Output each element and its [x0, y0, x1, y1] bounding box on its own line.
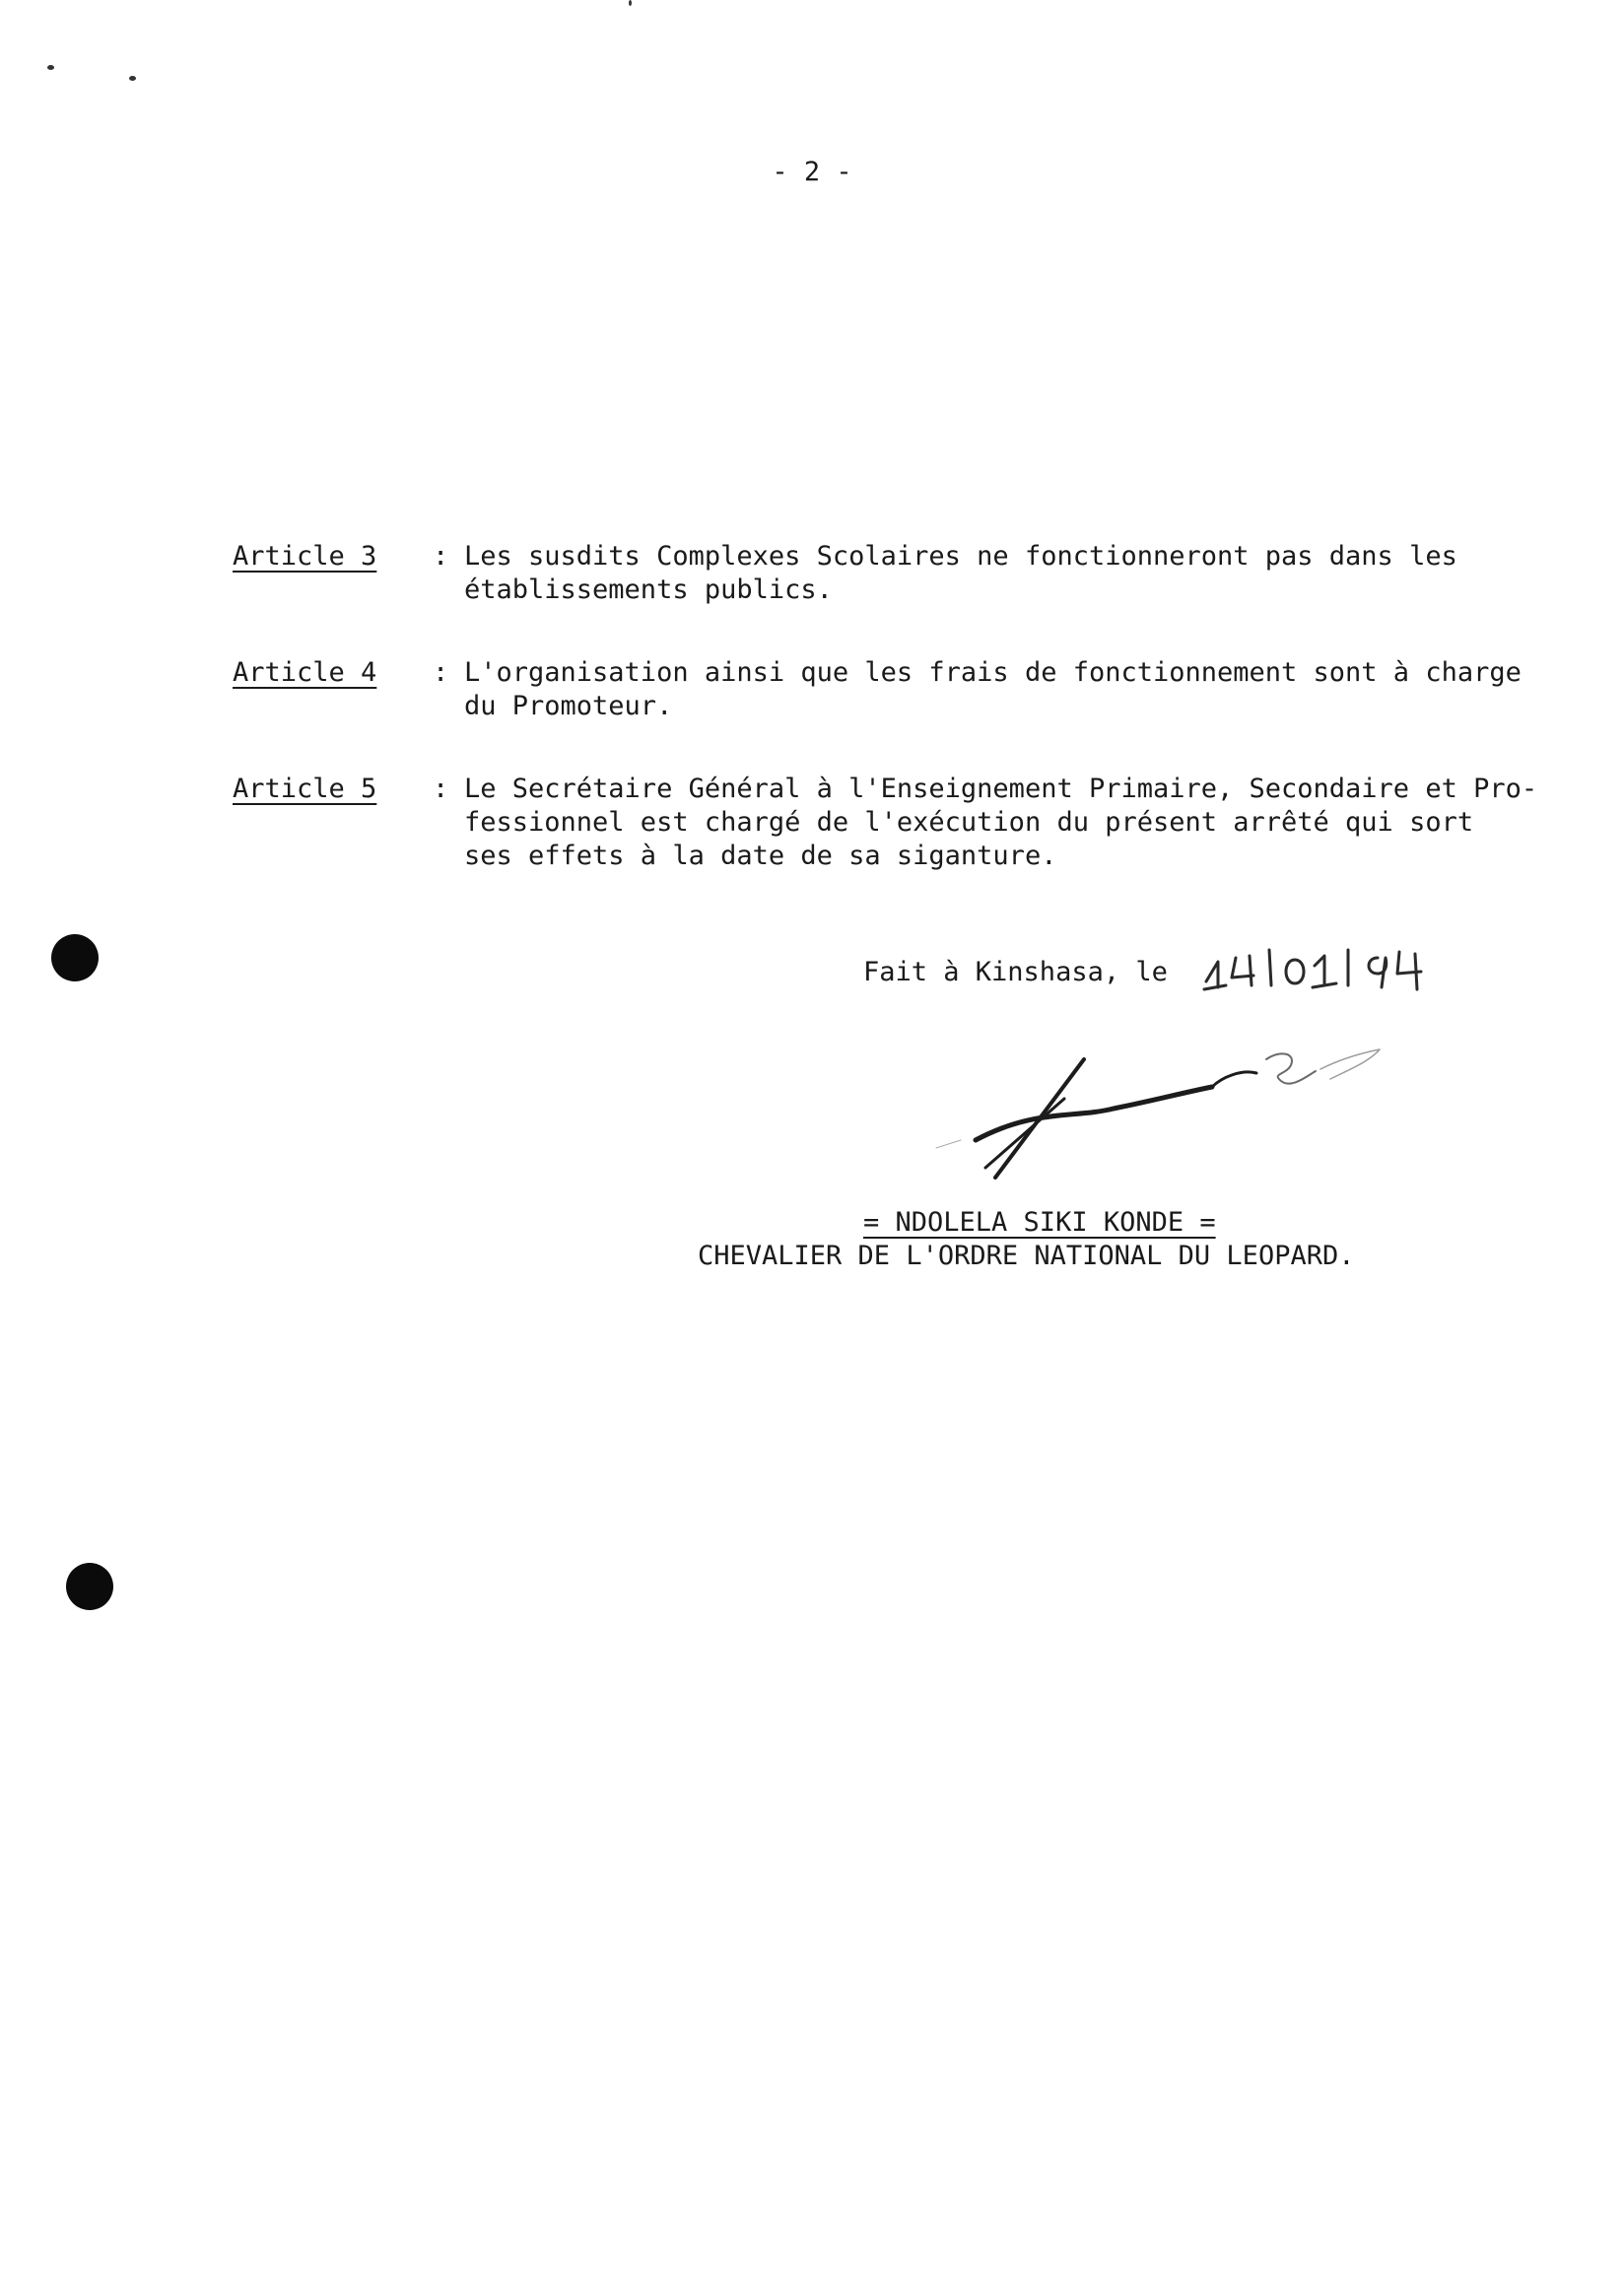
scan-speck	[47, 65, 54, 70]
article-colon: :	[433, 774, 449, 804]
article-text-line: L'organisation ainsi que les frais de fonctionnement sont à charge	[464, 657, 1522, 688]
article-text-line: Le Secrétaire Général à l'Enseignement Primaire, Secondaire et Pro-	[464, 774, 1538, 804]
article-text-line: établissements publics.	[464, 574, 833, 605]
signatory-name: = NDOLELA SIKI KONDE =	[863, 1207, 1216, 1238]
article-label: Article 5	[233, 774, 377, 804]
handwritten-date	[1200, 936, 1427, 995]
article-text-line: du Promoteur.	[464, 691, 673, 721]
article-label: Article 4	[233, 657, 377, 688]
article-text-line: Les susdits Complexes Scolaires ne fonctionneront pas dans les	[464, 541, 1457, 572]
place-date: Fait à Kinshasa, le	[863, 957, 1168, 987]
scan-speck	[629, 0, 632, 6]
article-colon: :	[433, 657, 449, 688]
page-number: - 2 -	[772, 157, 852, 187]
punch-hole	[51, 934, 99, 981]
article-body	[464, 656, 1607, 723]
article-label: Article 3	[233, 541, 377, 572]
article-text-line: ses effets à la date de sa siganture.	[464, 841, 1057, 871]
scan-speck	[129, 76, 136, 81]
article-body	[464, 540, 1607, 607]
article-text-line: fessionnel est chargé de l'exécution du présent arrêté qui sort	[464, 807, 1474, 838]
punch-hole	[66, 1563, 113, 1610]
article-colon: :	[433, 541, 449, 572]
signatory-title: CHEVALIER DE L'ORDRE NATIONAL DU LEOPARD.	[698, 1241, 1355, 1271]
article-body	[464, 773, 1607, 873]
signature	[916, 1030, 1409, 1187]
